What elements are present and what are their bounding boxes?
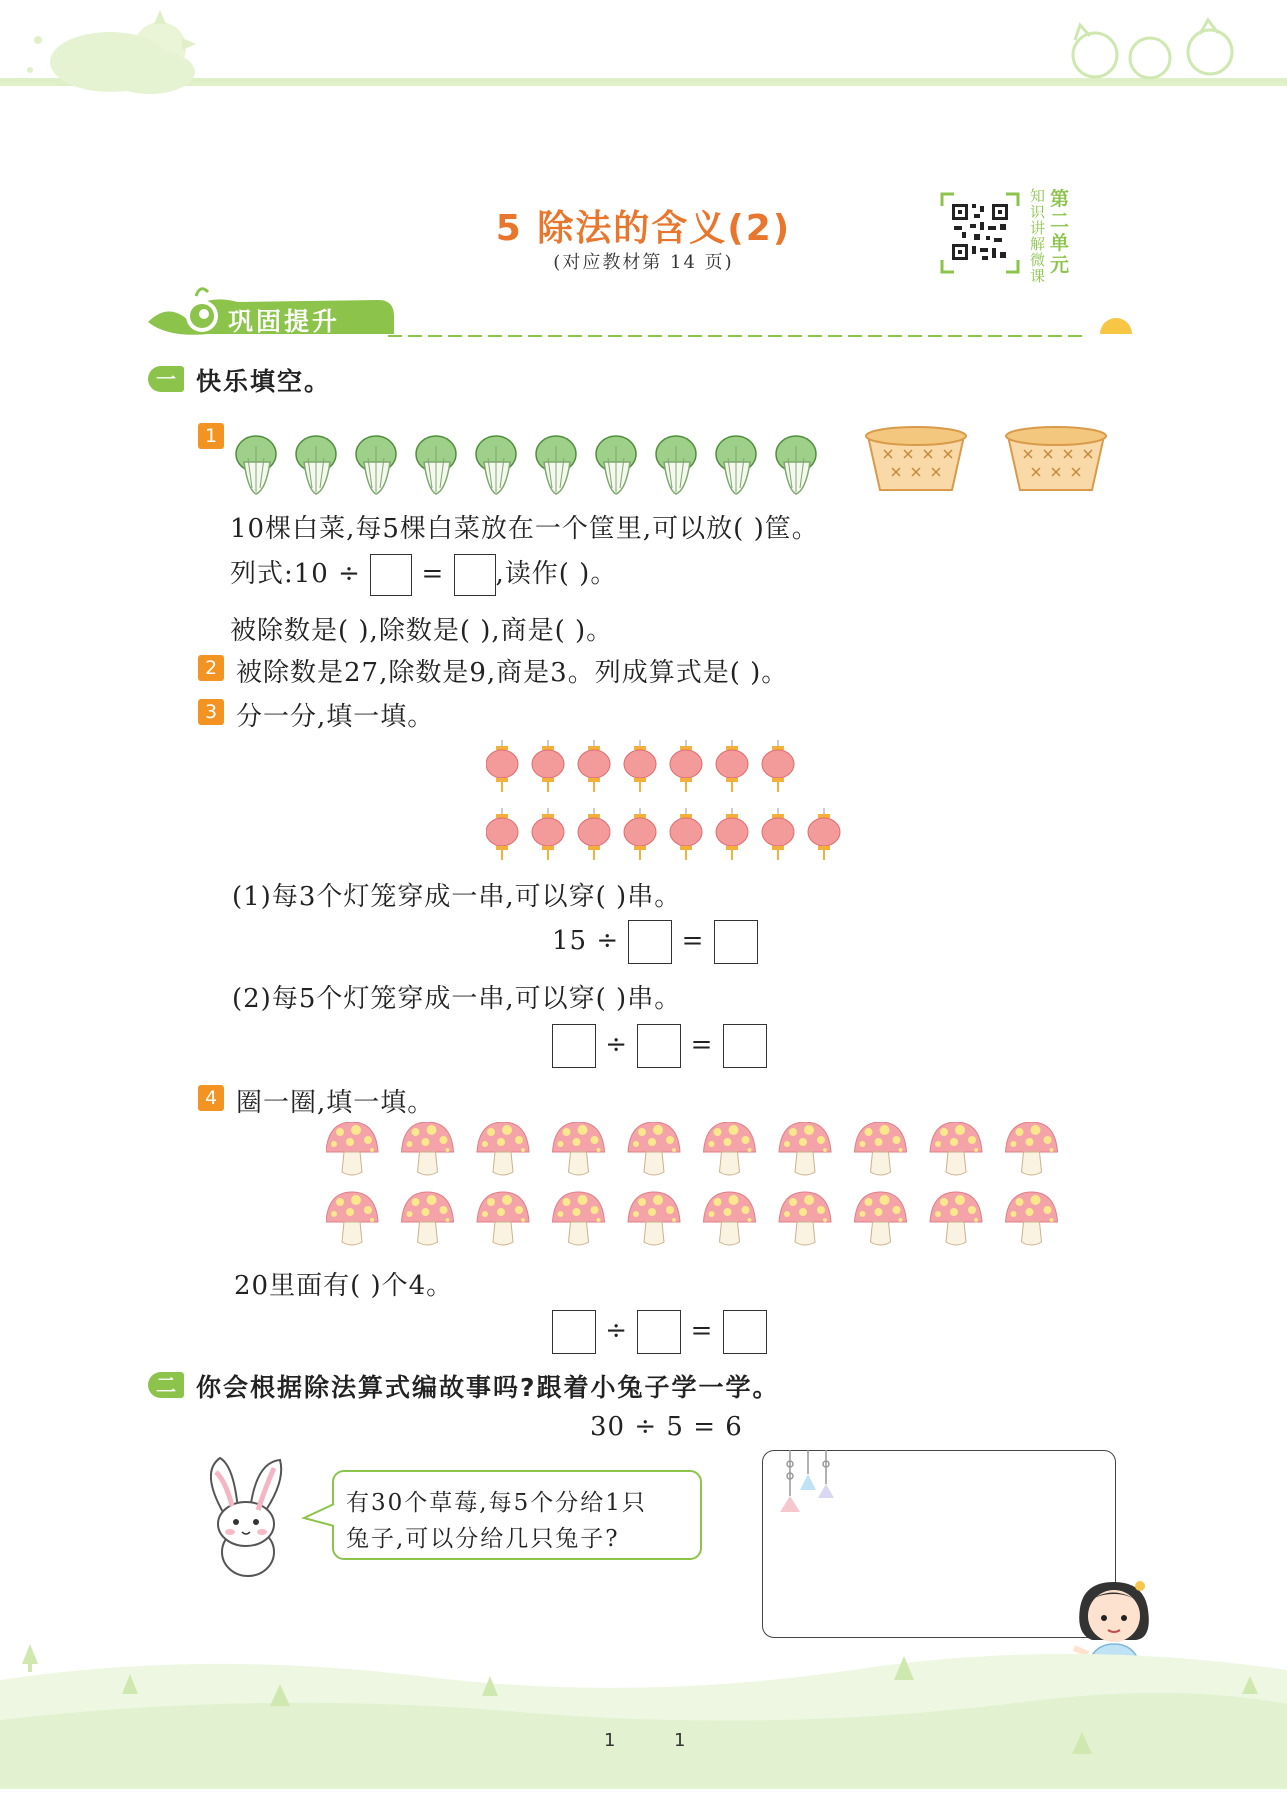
mushroom-icon (855, 1122, 907, 1175)
banner-title: 巩固提升 (228, 307, 341, 336)
cabbage-icon (476, 436, 516, 494)
mushroom-icon (553, 1122, 605, 1175)
q4-text: 圈一圈,填一填。 (236, 1088, 435, 1118)
q4-eq (552, 1310, 767, 1354)
lantern-icon (716, 808, 748, 860)
answer-box-q3-1b[interactable] (714, 920, 758, 964)
qr-caption: 知识讲解微课 (1030, 187, 1046, 285)
answer-box-divisor[interactable] (370, 554, 412, 596)
lantern-icon (762, 808, 794, 860)
answer-box-q3-1a[interactable] (628, 920, 672, 964)
q4-line: 20里面有( )个4。 (234, 1271, 454, 1301)
mushroom-icon (477, 1192, 529, 1245)
cabbage-icon (776, 436, 816, 494)
cabbage-group (232, 432, 822, 496)
page-subtitle: (对应教材第 14 页) (553, 252, 734, 273)
lantern-icon (624, 808, 656, 860)
lantern-icon (486, 808, 518, 860)
cabbage-icon (296, 436, 336, 494)
section-1-title: 快乐填空。 (196, 367, 332, 396)
lantern-icon (578, 808, 610, 860)
section-2-badge: 二 (148, 1372, 184, 1398)
lantern-icon (762, 740, 794, 792)
q3-text: 分一分,填一填。 (236, 702, 435, 732)
answer-box-q3-2b[interactable] (637, 1024, 681, 1068)
q3-eq1 (552, 920, 758, 964)
mushroom-icon (628, 1192, 680, 1245)
cabbage-icon (656, 436, 696, 494)
q3-eq2-divide: ÷ (605, 1030, 629, 1060)
q2-text: 被除数是27,除数是9,商是3。列成算式是( )。 (236, 658, 789, 688)
mushroom-group (326, 1122, 1066, 1258)
answer-box-q4-c[interactable] (723, 1310, 767, 1354)
lantern-icon (624, 740, 656, 792)
footer-landscape (0, 1640, 1287, 1789)
lantern-group (486, 740, 856, 870)
mushroom-icon (855, 1192, 907, 1245)
q1-line2-suffix: ,读作( )。 (495, 559, 618, 589)
answer-box-quotient[interactable] (454, 554, 496, 596)
section-1-badge: 一 (148, 366, 184, 392)
hanging-ornament-icon (764, 1450, 844, 1520)
page-number-left: 1 (604, 1730, 616, 1751)
cabbage-row (232, 432, 822, 496)
mushroom-icon (326, 1192, 378, 1245)
q1-equals: = (421, 559, 445, 589)
mushroom-icon (1006, 1122, 1058, 1175)
answer-box-q3-2a[interactable] (552, 1024, 596, 1068)
qr-code-icon (940, 192, 1020, 274)
speech-bubble (332, 1470, 702, 1560)
q4-eq-equals: = (690, 1316, 714, 1346)
q3-eq1-equals: = (681, 926, 705, 956)
q3-eq2-equals: = (690, 1030, 714, 1060)
unit-label: 第二单元 (1050, 188, 1070, 276)
page-number-right: 1 (674, 1730, 686, 1751)
q1-line2 (230, 553, 617, 596)
lantern-icon (808, 808, 840, 860)
cabbage-icon (416, 436, 456, 494)
mushroom-icon (402, 1122, 454, 1175)
mushroom-icon (704, 1192, 756, 1245)
mushroom-icon (1006, 1192, 1058, 1245)
mushroom-icon (402, 1192, 454, 1245)
question-2-number: 2 (198, 655, 224, 681)
cabbage-icon (596, 436, 636, 494)
lantern-icon (532, 808, 564, 860)
mushroom-icon (930, 1192, 982, 1245)
question-4-number: 4 (198, 1085, 224, 1111)
hills-tree-icon (0, 1640, 1287, 1789)
q3-eq2 (552, 1024, 767, 1068)
page-title: 5 除法的含义(2) (495, 208, 792, 249)
question-3-number: 3 (198, 699, 224, 725)
answer-box-q4-b[interactable] (637, 1310, 681, 1354)
answer-box-q3-2c[interactable] (723, 1024, 767, 1068)
cabbage-icon (236, 436, 276, 494)
mushroom-icon (704, 1122, 756, 1175)
q3-sub2: (2)每5个灯笼穿成一串,可以穿( )串。 (232, 984, 682, 1014)
rabbit-illustration (190, 1452, 300, 1584)
q3-sub1: (1)每3个灯笼穿成一串,可以穿( )串。 (232, 882, 682, 912)
story-equation: 30 ÷ 5 = 6 (590, 1412, 743, 1442)
mushroom-icon (779, 1192, 831, 1245)
lantern-icon (486, 740, 518, 792)
q1-line2-prefix: 列式:10 ÷ (230, 559, 361, 589)
basket-icon (1006, 427, 1106, 490)
basket-group (862, 420, 1112, 496)
qr-code[interactable] (940, 192, 1020, 274)
question-1-number: 1 (198, 423, 224, 449)
mushroom-icon (326, 1122, 378, 1175)
basket-icon (866, 427, 966, 490)
section-2-title: 你会根据除法算式编故事吗?跟着小兔子学一学。 (196, 1373, 780, 1402)
basket-row (862, 420, 1112, 496)
lantern-icon (578, 740, 610, 792)
mushroom-icon (628, 1122, 680, 1175)
mushroom-icon (779, 1122, 831, 1175)
lantern-grid (486, 740, 856, 870)
header-cloud-sun-icon (0, 0, 1287, 110)
bubble-tail-icon (300, 1500, 336, 1530)
q4-eq-divide: ÷ (605, 1316, 629, 1346)
mushroom-grid (326, 1122, 1066, 1258)
q1-line1: 10棵白菜,每5棵白菜放在一个筐里,可以放( )筐。 (230, 514, 819, 544)
bubble-line-1: 有30个草莓,每5个分给1只 (346, 1490, 647, 1516)
q1-line3: 被除数是( ),除数是( ),商是( )。 (230, 616, 614, 646)
mushroom-icon (930, 1122, 982, 1175)
mushroom-icon (553, 1192, 605, 1245)
lantern-icon (716, 740, 748, 792)
q3-eq1-prefix: 15 ÷ (552, 926, 620, 956)
cabbage-icon (536, 436, 576, 494)
answer-box-q4-a[interactable] (552, 1310, 596, 1354)
cabbage-icon (356, 436, 396, 494)
rabbit-icon (190, 1452, 300, 1584)
header-decoration (0, 0, 1287, 110)
lantern-icon (670, 740, 702, 792)
bubble-line-2: 兔子,可以分给几只兔子? (346, 1526, 620, 1552)
mushroom-icon (477, 1122, 529, 1175)
cabbage-icon (716, 436, 756, 494)
lantern-icon (670, 808, 702, 860)
lantern-icon (532, 740, 564, 792)
